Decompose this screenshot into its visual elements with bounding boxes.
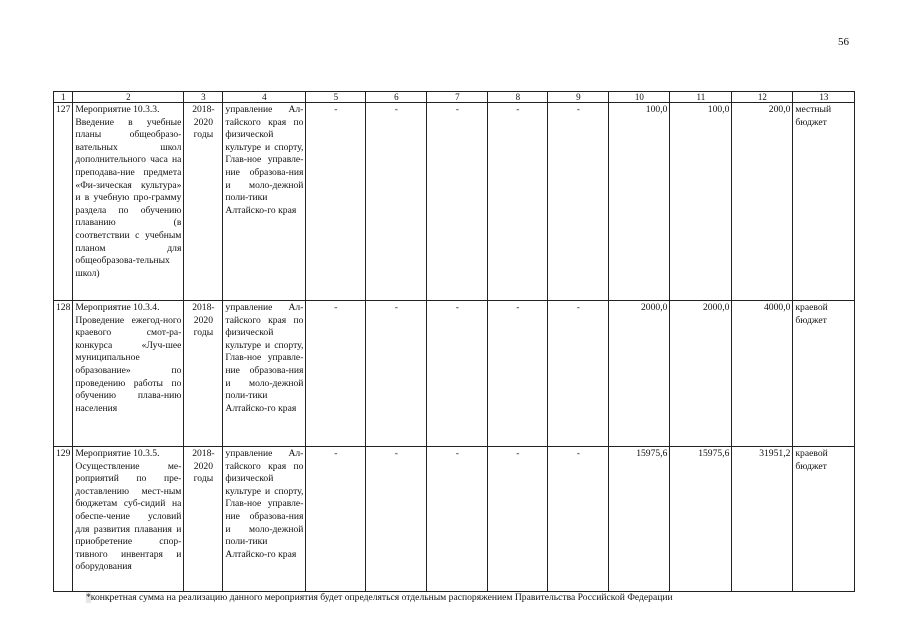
value-cell: 4000,0 [732, 301, 793, 447]
column-header: 5 [306, 92, 366, 103]
funding-source: местный бюджет [793, 103, 855, 301]
value-cell: 2000,0 [670, 301, 732, 447]
column-header: 1 [54, 92, 73, 103]
value-cell: 2000,0 [609, 301, 670, 447]
column-header: 3 [184, 92, 223, 103]
row-number: 127 [54, 103, 73, 301]
value-cell: 15975,6 [609, 447, 670, 592]
table-row [54, 447, 855, 592]
column-header: 4 [223, 92, 306, 103]
value-cell: - [366, 301, 427, 447]
measure-description: Мероприятие 10.3.5. Осуществление ме-роприятий по пре-доставлению мест-ным бюджетам суб-сидий на обеспе-чение условий для развития плавания и приобретение спор-тивного инвентаря и оборудования [73, 447, 184, 592]
value-cell: - [306, 447, 366, 592]
row-number: 128 [54, 301, 73, 447]
funding-source: краевой бюджет [793, 447, 855, 592]
funding-source: краевой бюджет [793, 301, 855, 447]
page-number: 56 [838, 36, 849, 48]
column-header: 2 [73, 92, 184, 103]
value-cell: 200,0 [732, 103, 793, 301]
footnote-mark: * [86, 592, 91, 603]
value-cell: - [306, 301, 366, 447]
value-cell: - [427, 447, 488, 592]
measure-description: Мероприятие 10.3.3. Введение в учебные планы общеобразо-вательных школ дополнительного часа на преподава-ние предмета «Фи-зическая культура» и в учебную про-грамму раздела по обучению плаванию (в соответствии с учебным планом для общеобразова-тельных школ) [73, 103, 184, 301]
footnote [86, 592, 673, 603]
value-cell: - [548, 447, 609, 592]
column-header: 8 [488, 92, 548, 103]
value-cell: - [488, 301, 548, 447]
value-cell: - [548, 301, 609, 447]
value-cell: 15975,6 [670, 447, 732, 592]
column-header: 12 [732, 92, 793, 103]
value-cell: 100,0 [609, 103, 670, 301]
value-cell: - [488, 103, 548, 301]
column-header: 7 [427, 92, 488, 103]
column-header: 11 [670, 92, 732, 103]
value-cell: - [427, 301, 488, 447]
executor: управление Ал-тайского края по физической культуре и спорту, Глав-ное управле-ние образова-ния и моло-дежной поли-тики Алтайско-го края [223, 301, 306, 447]
executor: управление Ал-тайского края по физической культуре и спорту, Глав-ное управле-ние образова-ния и моло-дежной поли-тики Алтайско-го края [223, 447, 306, 592]
period: 2018- 2020 годы [184, 103, 223, 301]
value-cell: - [548, 103, 609, 301]
table-header-row [54, 92, 855, 103]
period: 2018- 2020 годы [184, 301, 223, 447]
value-cell: 100,0 [670, 103, 732, 301]
column-header: 6 [366, 92, 427, 103]
value-cell: - [488, 447, 548, 592]
table-row [54, 301, 855, 447]
value-cell: - [427, 103, 488, 301]
column-header: 10 [609, 92, 670, 103]
executor: управление Ал-тайского края по физической культуре и спорту, Глав-ное управле-ние образова-ния и моло-дежной поли-тики Алтайско-го края [223, 103, 306, 301]
period: 2018- 2020 годы [184, 447, 223, 592]
column-header: 13 [793, 92, 855, 103]
value-cell: - [366, 447, 427, 592]
value-cell: - [366, 103, 427, 301]
program-measures-table [53, 91, 855, 592]
value-cell: - [306, 103, 366, 301]
footnote-text: конкретная сумма на реализацию данного мероприятия будет определяться отдельным распоряжением Правительства Российской Федерации [90, 592, 673, 603]
measure-description: Мероприятие 10.3.4. Проведение ежегод-ного краевого смот-ра-конкурса «Луч-шее муниципальное образование» по проведению работы по обучению плава-нию населения [73, 301, 184, 447]
column-header: 9 [548, 92, 609, 103]
value-cell: 31951,2 [732, 447, 793, 592]
row-number: 129 [54, 447, 73, 592]
table-row [54, 103, 855, 301]
